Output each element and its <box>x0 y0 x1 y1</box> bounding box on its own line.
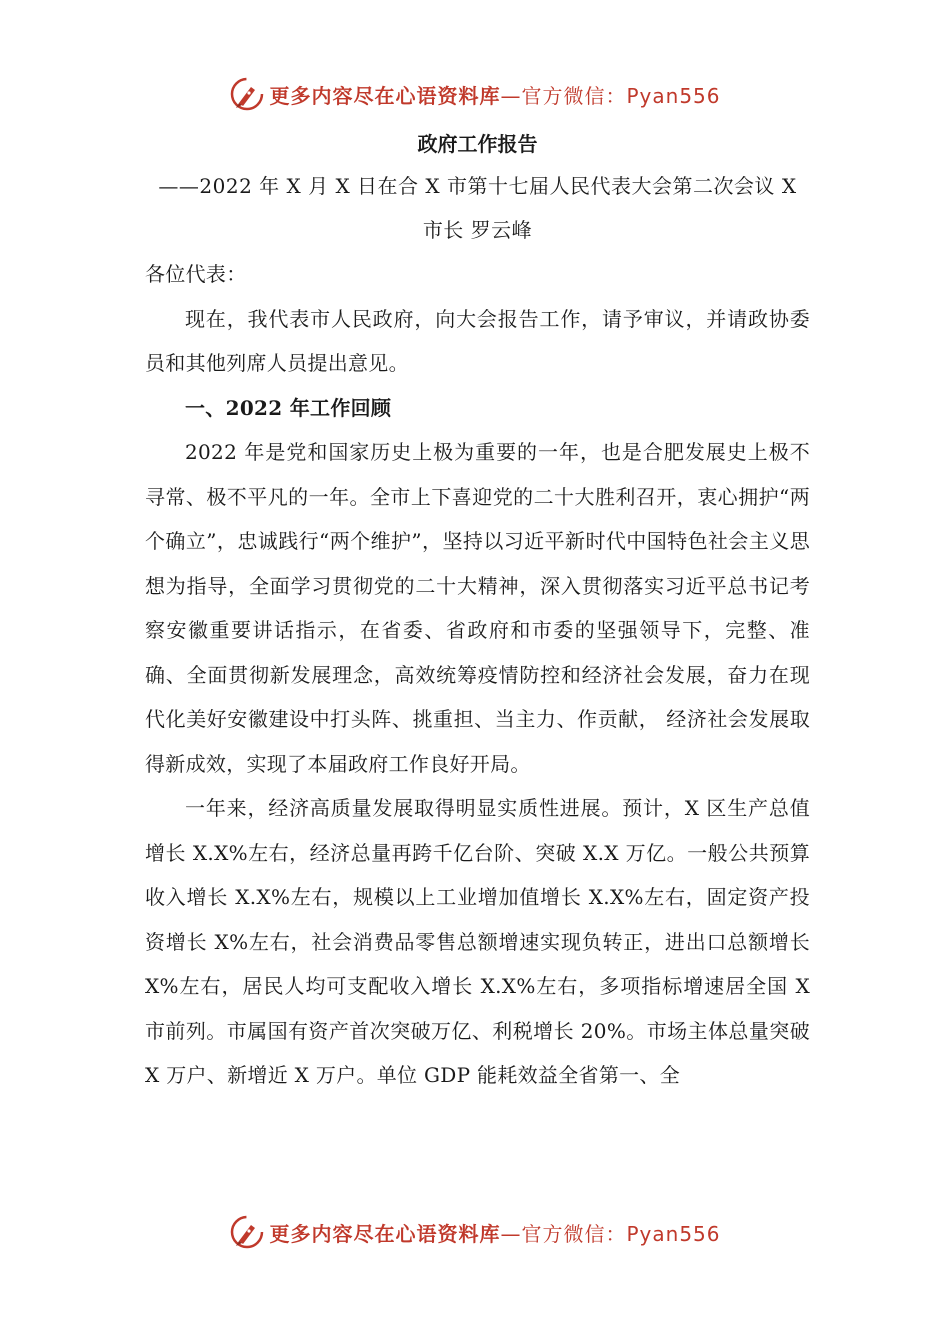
banner-separator: — <box>500 1221 522 1246</box>
banner-wechat-id: Pyan556 <box>626 1221 721 1246</box>
banner-wechat-id: Pyan556 <box>626 83 721 108</box>
body-paragraph-2: 一年来，经济高质量发展取得明显实质性进展。预计，X 区生产总值增长 X.X%左右，经济总量再跨千亿台阶、突破 X.X 万亿。一般公共预算收入增长 X.X%左右，规模以上工业增加值增长 X.X%左右，固定资产投资增长 X%左右，社会消费品零售总额增速实现负转正，进出口总额增长 X%左右，居民人均可支配收入增长 X.X%左右，多项指标增速居全国 X 市前列。市属国有资产首次突破万亿、利税增长 20%。市场主体总量突破 X 万户、新增近 X 万户。单位 GDP 能耗效益全省第一、全 <box>145 796 810 1087</box>
banner-text <box>269 1218 720 1247</box>
fountain-pen-logo-icon <box>229 76 265 112</box>
document-body <box>145 124 810 1098</box>
fountain-pen-logo-icon <box>229 1214 265 1250</box>
document-subtitle: ——2022 年 X 月 X 日在合 X 市第十七届人民代表大会第二次会议 X 市长 罗云峰 <box>158 174 797 242</box>
banner-separator: — <box>500 83 522 108</box>
salutation: 各位代表： <box>145 262 247 286</box>
banner-promo-text: 更多内容尽在心语资料库 <box>269 1221 501 1246</box>
body-paragraph-1: 2022 年是党和国家历史上极为重要的一年，也是合肥发展史上极不寻常、极不平凡的一年。全市上下喜迎党的二十大胜利召开，衷心拥护“两个确立”，忠诚践行“两个维护”，坚持以习近平新时代中国特色社会主义思想为指导，全面学习贯彻党的二十大精神，深入贯彻落实习近平总书记考察安徽重要讲话指示，在省委、省政府和市委的坚强领导下，完整、准确、全面贯彻新发展理念，高效统筹疫情防控和经济社会发展，奋力在现代化美好安徽建设中打头阵、挑重担、当主力、作贡献， 经济社会发展取得新成效，实现了本届政府工作良好开局。 <box>145 440 810 776</box>
footer-banner <box>0 1212 950 1252</box>
intro-paragraph: 现在，我代表市人民政府，向大会报告工作，请予审议，并请政协委员和其他列席人员提出意见。 <box>145 306 810 375</box>
banner-promo-text: 更多内容尽在心语资料库 <box>269 83 501 108</box>
banner-wechat-label: 官方微信： <box>521 83 627 108</box>
page-title: 政府工作报告 <box>417 132 538 156</box>
banner-text <box>269 80 720 109</box>
section-heading: 一、2022 年工作回顾 <box>185 395 392 420</box>
header-banner <box>0 74 950 114</box>
banner-wechat-label: 官方微信： <box>521 1221 627 1246</box>
